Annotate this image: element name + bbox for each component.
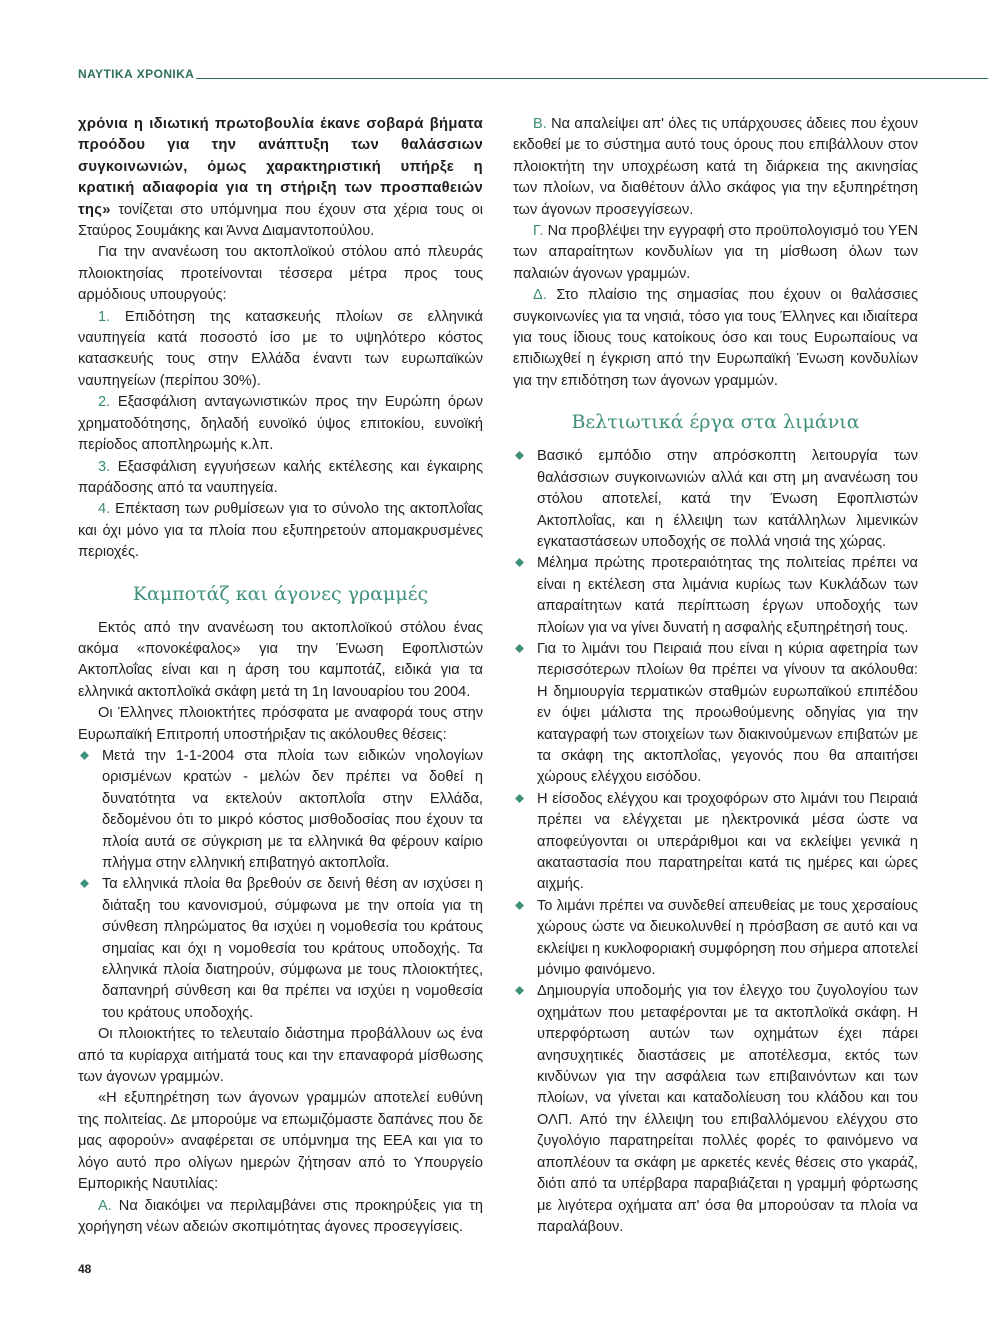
positions-list — [78, 746, 483, 1024]
bullet-text: Βασικό εμπόδιο στην απρόσκοπτη λειτουργία των θαλάσσιων συγκοινωνιών αλλά και στη μη ανανέωση του στόλου αποτελεί, κατά την Ένωση Εφοπλιστών Ακτοπλοΐας, και η έλλειψη των κατάλληλων λιμενικών εγκαταστάσεων υποδοχής σε πολλά νησιά της χώρας. — [537, 448, 918, 550]
list-item — [513, 553, 918, 639]
list-item — [513, 981, 918, 1238]
magazine-title: ΝΑΥΤΙΚΑ ΧΡΟΝΙΚΑ — [78, 67, 195, 81]
demand-text: Να διακόψει να περιλαμβάνει στις προκηρύξεις για τη χορήγηση νέων αδειών σκοπιμότητας άγονες προσεγγίσεις. — [78, 1197, 483, 1235]
demand-letter: Β. — [533, 116, 547, 132]
ports-list — [513, 446, 918, 1238]
demand-letter: Γ. — [533, 223, 544, 240]
left-column — [78, 114, 483, 1238]
demand-item — [513, 285, 918, 392]
measure-text: Επιδότηση της κατασκευής πλοίων σε ελληνικά ναυπηγεία κατά ποσοστό ίσο με το υψηλότερο κόστος κατασκευής τους στην Ελλάδα έναντι των ευρωπαϊκών ναυπηγείων (περίπου 30%). — [78, 308, 483, 389]
intro-bold-quote: χρόνια η ιδιωτική πρωτοβουλία έκανε σοβαρά βήματα προόδου για την ανάπτυξη των θαλάσσιων συγκοινωνιών, όμως χαρακτηριστική υπήρξε η κρατική αδιαφορία για τη στήριξη των προσπαθειών της» — [78, 116, 483, 218]
diamond-bullet-icon — [80, 879, 89, 888]
demand-letter: Δ. — [533, 287, 547, 304]
measure-number: 3. — [98, 458, 111, 475]
right-column — [513, 114, 918, 1238]
bullet-text: Δημιουργία υποδομής για τον έλεγχο του ζυγολογίου των οχημάτων που μεταφέρονται με τα ακτοπλοϊκά σκάφη. Η υπερφόρτωση αυτών των οχημάτων έχει πάρει ανησυχητικές διαστάσεις με αποτέλεσμα, εκτός των κινδύνων για την ασφάλεια των επιβαινόντων και των πλοίων, να γίνεται και καταδολίευση του κλάδου και του ΟΛΠ. Από την έλλειψη του επιβαλλόμενου ελέγχου στο ζυγολόγιο παρατηρείται πολλές φορές το φαινόμενο να αποπλέουν τα σκάφη με αρκετές κενές θέσεις στο γκαράζ, διότι από τα υπέρβαρα παραβιάζεται η γραμμή φόρτωσης με λιγότερα οχήματα απ' όσα θα μπορούσαν τα πλοία να παραλάβουν. — [537, 983, 918, 1235]
bullet-text: Το λιμάνι πρέπει να συνδεθεί απευθείας με τους χερσαίους χώρους ώστε να διευκολυνθεί η πρόσβαση σε αυτό και να εκλείψει η κυκλοφοριακή συμφόρηση που σήμερα αποτελεί μόνιμο φαινόμενο. — [537, 897, 918, 979]
subheading-cabotage: Καμποτάζ και άγονες γραμμές — [132, 582, 429, 605]
list-item — [513, 639, 918, 789]
page-number: 48 — [78, 1262, 92, 1276]
demand-letter: Α. — [98, 1197, 112, 1214]
measure-number: 2. — [98, 394, 111, 411]
positions-paragraph: Οι Έλληνες πλοιοκτήτες πρόσφατα με αναφορά τους στην Ευρωπαϊκή Επιτροπή υποστήριξαν τις ακόλουθες θέσεις: — [78, 705, 483, 743]
measures-intro: Για την ανανέωση του ακτοπλοϊκού στόλου από πλευράς πλοιοκτησίας προτείνονται τέσσερα μέτρα προς τους αρμόδιους υπουργούς: — [78, 244, 483, 304]
measure-text: Επέκταση των ρυθμίσεων για το σύνολο της ακτοπλοΐας και όχι μόνο για τα πλοία που εξυπηρετούν απομακρυσμένες περιοχές. — [78, 501, 483, 561]
intro-paragraph — [78, 114, 483, 242]
list-item — [513, 446, 918, 553]
demand-text: Στο πλαίσιο της σημασίας που έχουν οι θαλάσσιες συγκοινωνίες για τα νησιά, τόσο για τους Έλληνες και ιδιαίτερα για τους ίδιους τους κατοίκους όσο και τους Ευρωπαίους να επιδιωχθεί η έγκριση από την Ευρωπαϊκή Ένωση κονδυλίων για την επιδότηση των άγονων γραμμών. — [513, 287, 918, 389]
measure-text: Εξασφάλιση εγγυήσεων καλής εκτέλεσης και έγκαιρης παράδοσης από τα ναυπηγεία. — [78, 458, 483, 496]
measure-item — [78, 499, 483, 563]
diamond-bullet-icon — [515, 794, 524, 803]
measure-text: Εξασφάλιση ανταγωνιστικών προς την Ευρώπη όρων χρηματοδότησης, δηλαδή ευνοϊκό ύψος επιτοκίου, ευνοϊκή περίοδος αποπληρωμής κ.λπ. — [78, 394, 483, 454]
diamond-bullet-icon — [515, 901, 524, 910]
measure-item — [78, 457, 483, 500]
diamond-bullet-icon — [80, 751, 89, 760]
running-header — [78, 67, 988, 89]
list-item — [513, 789, 918, 896]
diamond-bullet-icon — [515, 451, 524, 460]
diamond-bullet-icon — [515, 644, 524, 653]
demand-item — [513, 221, 918, 285]
demand-text: Να απαλείψει απ' όλες τις υπάρχουσες άδειες που έχουν εκδοθεί με το σύστημα αυτό τους όρους που επιβάλλουν στον πλοιοκτήτη την υποχρέωση κατά τη διάρκεια της ακινησίας των πλοίων, να διαθέτουν άλλο σκάφος για την εξυπηρέτηση των άγονων προσεγγίσεων. — [513, 116, 918, 218]
quote-paragraph: «Η εξυπηρέτηση των άγονων γραμμών αποτελεί ευθύνη της πολιτείας. Δε μπορούμε να επωμιζόμαστε δαπάνες που δε μας αφορούν» αναφέρεται σε υπόμνημα της ΕΕΑ και για το λόγο αυτό προ ολίγων ημερών ζήτησαν από το Υπουργείο Εμπορικής Ναυτιλίας: — [78, 1090, 483, 1193]
list-item — [78, 874, 483, 1024]
list-item — [513, 896, 918, 982]
bullet-text: Μέλημα πρώτης προτεραιότητας της πολιτείας πρέπει να είναι η εκτέλεση στα λιμάνια κυρίως των Κυκλάδων των απαραίτητων κατά περίπτωση έργων υποδοχής των πλοίων για να γίνει δυνατή η ασφαλής εξυπηρέτησή τους. — [537, 555, 918, 636]
bullet-text: Τα ελληνικά πλοία θα βρεθούν σε δεινή θέση αν ισχύσει η διάταξη του κανονισμού, σύμφωνα με την οποία για τη σύνθεση πληρώματος θα ισχύει η νομοθεσία του κράτους σημαίας και όχι η νομοθεσία του κράτους υποδοχής. Τα ελληνικά πλοία διατηρούν, σύμφωνα με τους πλοιοκτήτες, δαπανηρή σύνθεση και θα πρέπει να ισχύει η νομοθεσία του κράτους υποδοχής. — [102, 876, 483, 1021]
measure-number: 4. — [98, 501, 111, 518]
demand-item — [513, 114, 918, 221]
measure-number: 1. — [98, 308, 111, 325]
bullet-text: Για το λιμάνι του Πειραιά που είναι η κύρια αφετηρία των περισσότερων πλοίων θα πρέπει να γίνουν τα ακόλουθα: Η δημιουργία τερματικών σταθμών ευρωπαϊκού επιπέδου εν όψει μάλιστα της προωθούμενης οδηγίας για την καταγραφή των στοιχείων των διακινούμενων επιβατών με τα σκάφη της ακτοπλοΐας, γεγονός που θα απαιτήσει χώρους ελέγχου εισόδου. — [537, 640, 918, 786]
diamond-bullet-icon — [515, 558, 524, 567]
intro-rest: τονίζεται στο υπόμνημα που έχουν στα χέρια τους οι Σταύρος Σουμάκης και Άννα Διαμαντοπούλου. — [78, 201, 483, 240]
measure-item — [78, 307, 483, 393]
cabotage-paragraph: Εκτός από την ανανέωση του ακτοπλοϊκού στόλου ένας ακόμα «πονοκέφαλος» για την Ένωση Εφοπλιστών Ακτοπλοΐας είναι και η άρση του καμποτάζ, ειδικά για τα ελληνικά ακτοπλοϊκά σκάφη μετά τη 1η Ιανουαρίου του 2004. — [78, 619, 483, 700]
demand-item — [78, 1196, 483, 1239]
bullet-text: Η είσοδος ελέγχου και τροχοφόρων στο λιμάνι του Πειραιά πρέπει να ελέγχεται με ηλεκτρονικά μέσα ώστε να αποφεύγονται οι υπεράριθμοι και να εκλείψει γενικά η ακαταστασία που παρατηρείται κατά τις ημέρες και ώρες αιχμής. — [537, 790, 918, 893]
diamond-bullet-icon — [515, 986, 524, 995]
header-rule — [196, 78, 988, 79]
bullet-text: Μετά την 1-1-2004 στα πλοία των ειδικών νηολογίων ορισμένων κρατών - μελών δεν πρέπει να δοθεί η δυνατότητα να εκτελούν ακτοπλοΐα στην Ελλάδα, δεδομένου ότι το μικρό κόστος μισθοδοσίας που έχουν τα πλοία αυτά σε σύγκριση με τα ελληνικά θα φέρουν καίριο πλήγμα στην ελληνική επιβατηγό ακτοπλοΐα. — [102, 747, 483, 871]
list-item — [78, 746, 483, 874]
last-period-paragraph: Οι πλοιοκτήτες το τελευταίο διάστημα προβάλλουν ως ένα από τα κυρίαρχα αιτήματά τους και την επαναφορά μίσθωσης των άγονων γραμμών. — [78, 1026, 483, 1086]
demand-text: Να προβλέψει την εγγραφή στο προϋπολογισμό του ΥΕΝ των απαραίτητων κονδυλίων για τη μίσθωση όλων των παλαιών άγονων γραμμών. — [513, 223, 918, 282]
subheading-ports: Βελτιωτικά έργα στα λιμάνια — [571, 411, 860, 434]
measure-item — [78, 392, 483, 456]
